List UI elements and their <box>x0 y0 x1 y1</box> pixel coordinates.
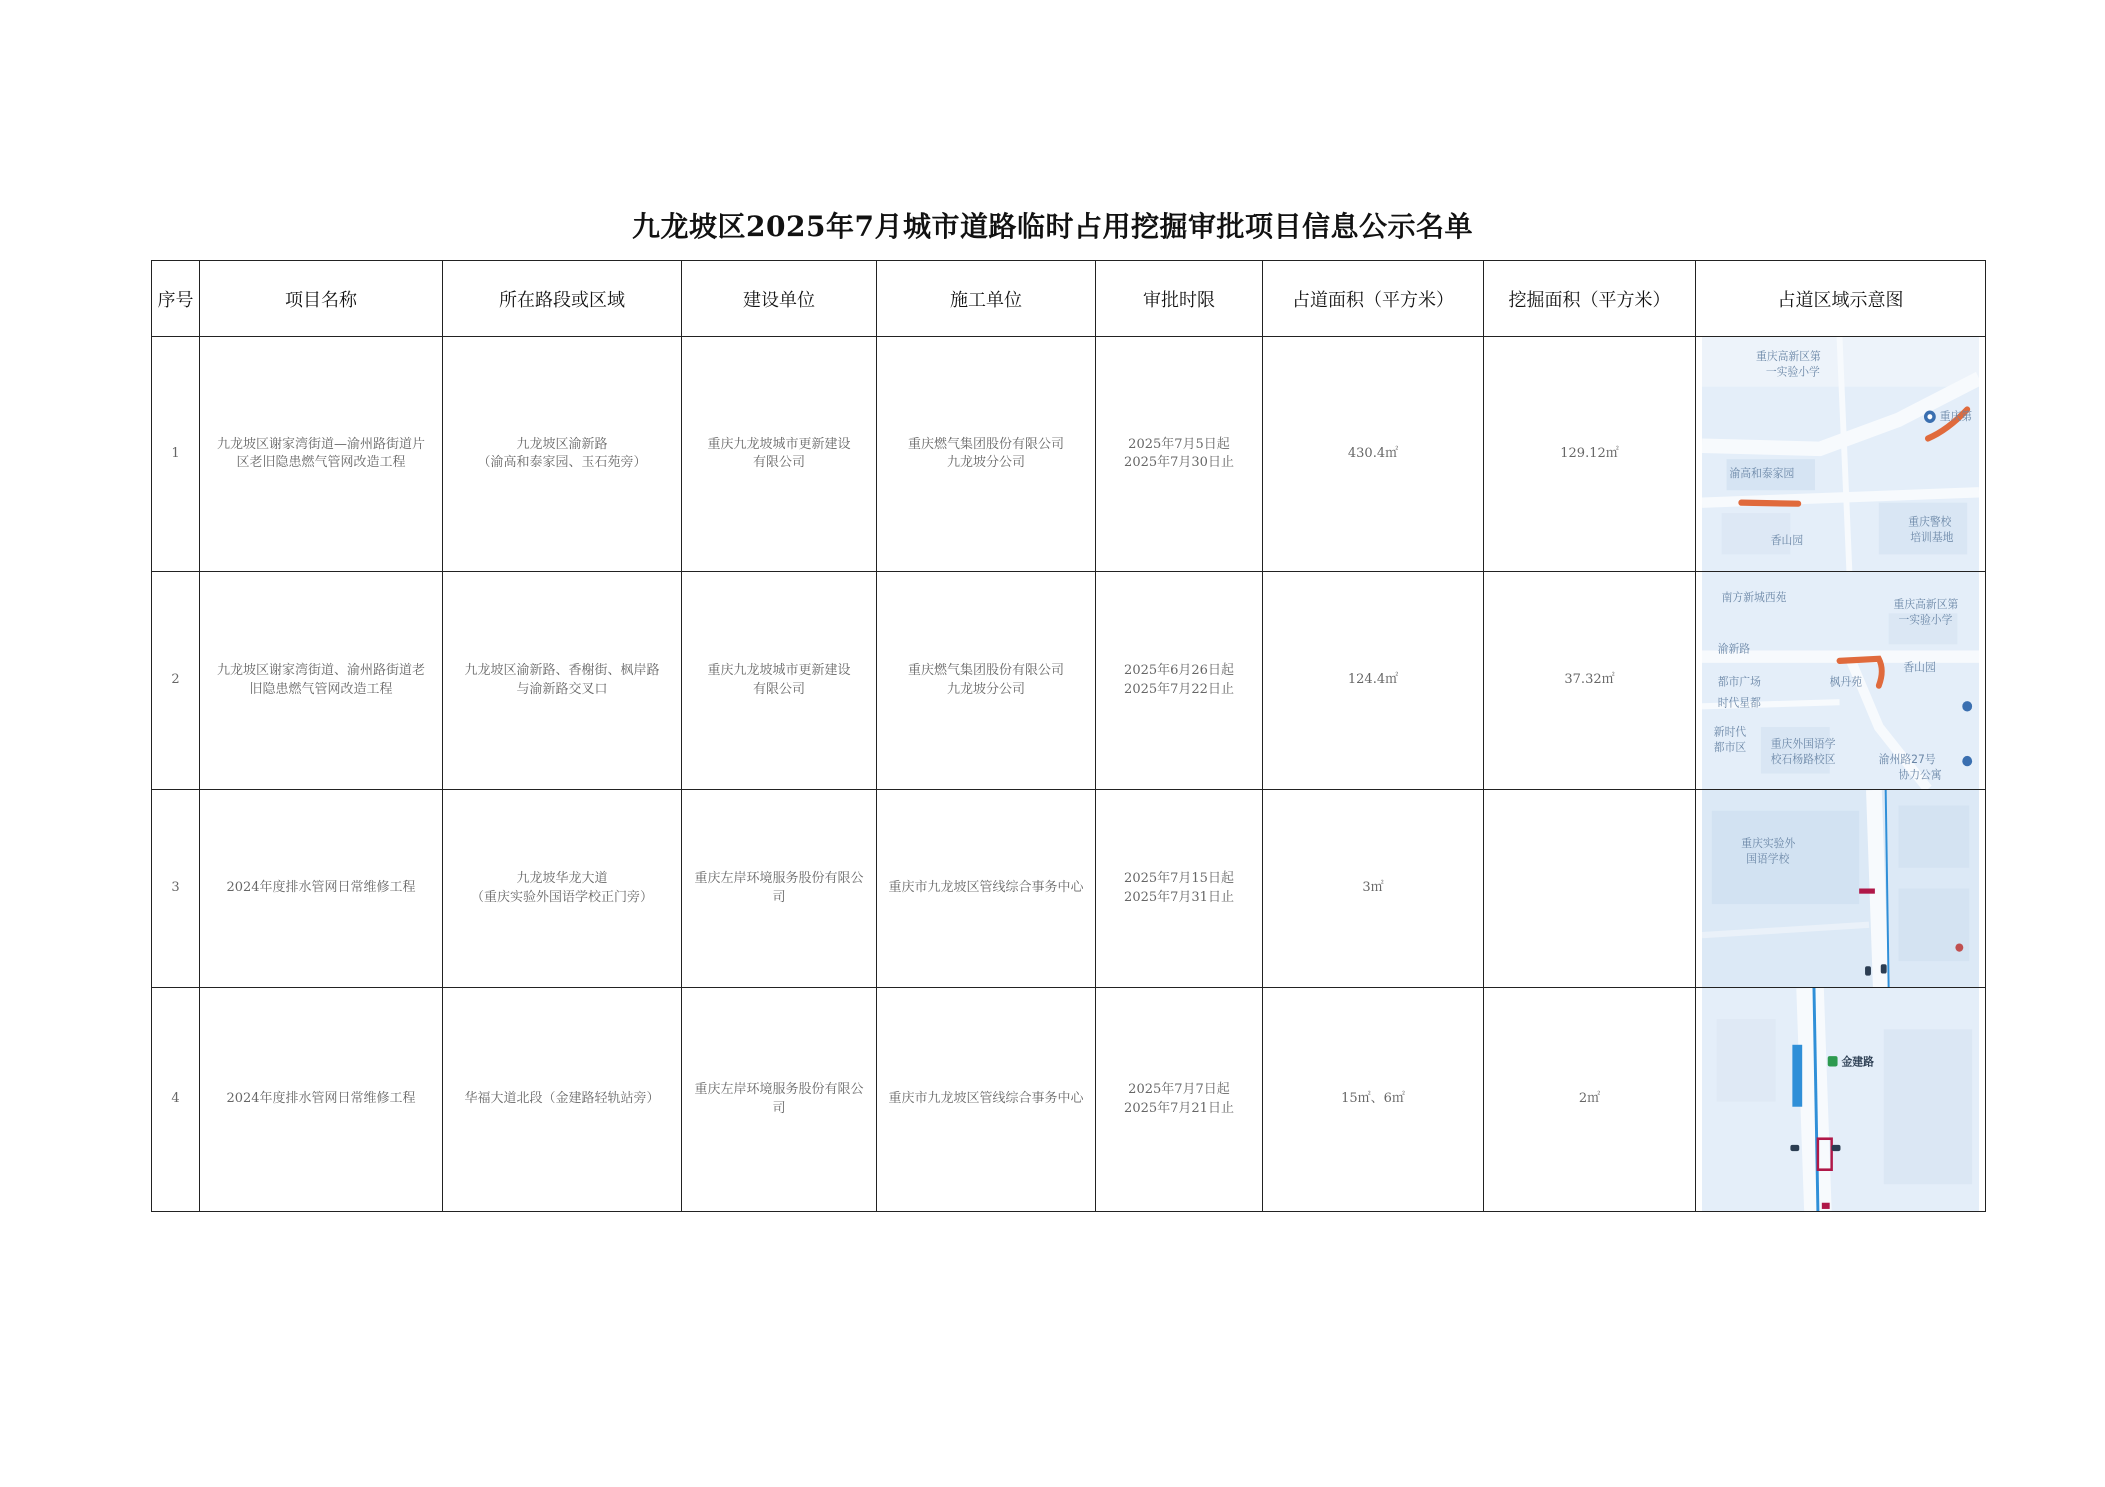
row-dig-area: 2㎡ <box>1484 988 1696 1212</box>
row-builder: 重庆左岸环境服务股份有限公 司 <box>682 790 877 988</box>
row-dig-area: 37.32㎡ <box>1484 572 1696 790</box>
row-location: 九龙坡华龙大道 （重庆实验外国语学校正门旁） <box>443 790 682 988</box>
map-label: 时代星都 <box>1717 696 1761 710</box>
row-location: 九龙坡区渝新路、香榭街、枫岸路 与渝新路交叉口 <box>443 572 682 790</box>
map-label: 都市区 <box>1713 740 1747 754</box>
header-contractor: 施工单位 <box>877 261 1096 337</box>
row-project: 九龙坡区谢家湾街道、渝州路街道老 旧隐患燃气管网改造工程 <box>200 572 443 790</box>
row-builder: 重庆九龙坡城市更新建设 有限公司 <box>682 572 877 790</box>
table-header-row <box>152 261 1986 337</box>
row-period: 2025年7月15日起 2025年7月31日止 <box>1096 790 1263 988</box>
row-dig-area <box>1484 790 1696 988</box>
row-no: 3 <box>152 790 200 988</box>
row-no: 2 <box>152 572 200 790</box>
row-map <box>1696 337 1986 572</box>
row-contractor: 重庆燃气集团股份有限公司 九龙坡分公司 <box>877 337 1096 572</box>
map-thumbnail <box>1702 988 1979 1211</box>
row-occupy-area: 124.4㎡ <box>1263 572 1484 790</box>
map-label: 渝新路 <box>1717 642 1751 656</box>
map-label: 重庆警校 <box>1908 515 1952 529</box>
row-map <box>1696 988 1986 1212</box>
row-project: 2024年度排水管网日常维修工程 <box>200 790 443 988</box>
map-label: 重庆第 <box>1939 409 1973 423</box>
map-label: 香山园 <box>1903 660 1936 675</box>
page-title: 九龙坡区2025年7月城市道路临时占用挖掘审批项目信息公示名单 <box>632 210 1473 243</box>
header-location: 所在路段或区域 <box>443 261 682 337</box>
location-pin-icon <box>1955 943 1963 951</box>
row-contractor: 重庆市九龙坡区管线综合事务中心 <box>877 988 1096 1212</box>
row-period: 2025年7月7日起 2025年7月21日止 <box>1096 988 1263 1212</box>
row-location: 华福大道北段（金建路轻轨站旁） <box>443 988 682 1212</box>
map-label: 枫丹苑 <box>1829 675 1863 689</box>
header-builder: 建设单位 <box>682 261 877 337</box>
row-contractor: 重庆市九龙坡区管线综合事务中心 <box>877 790 1096 988</box>
row-builder: 重庆九龙坡城市更新建设 有限公司 <box>682 337 877 572</box>
map-label: 重庆高新区第 <box>1756 349 1821 363</box>
header-occupy-area: 占道面积（平方米） <box>1263 261 1484 337</box>
map-label: 重庆高新区第 <box>1893 597 1959 612</box>
row-builder: 重庆左岸环境服务股份有限公 司 <box>682 988 877 1212</box>
row-no: 4 <box>152 988 200 1212</box>
row-occupy-area: 15㎡、6㎡ <box>1263 988 1484 1212</box>
table-row <box>152 572 1986 790</box>
header-dig-area: 挖掘面积（平方米） <box>1484 261 1696 337</box>
metro-icon <box>1828 1056 1838 1066</box>
map-label: 一实验小学 <box>1898 613 1953 627</box>
map-label: 南方新城西苑 <box>1721 590 1787 605</box>
project-table <box>151 260 1986 1212</box>
row-occupy-area: 3㎡ <box>1263 790 1484 988</box>
map-label: 一实验小学 <box>1765 365 1820 379</box>
row-period: 2025年6月26日起 2025年7月22日止 <box>1096 572 1263 790</box>
map-label: 渝高和泰家园 <box>1729 466 1795 480</box>
map-label: 协力公寓 <box>1898 768 1942 782</box>
map-thumbnail <box>1702 337 1979 571</box>
row-project: 2024年度排水管网日常维修工程 <box>200 988 443 1212</box>
table-row <box>152 988 1986 1212</box>
location-pin-icon <box>1924 411 1936 423</box>
header-map: 占道区域示意图 <box>1696 261 1986 337</box>
map-label: 香山园 <box>1770 533 1804 548</box>
map-thumbnail <box>1702 790 1979 987</box>
map-label: 新时代 <box>1713 725 1747 739</box>
table-row <box>152 790 1986 988</box>
map-label: 渝州路27号 <box>1878 752 1936 767</box>
row-dig-area: 129.12㎡ <box>1484 337 1696 572</box>
map-label: 重庆外国语学 <box>1770 737 1836 751</box>
header-period: 审批时限 <box>1096 261 1263 337</box>
row-project: 九龙坡区谢家湾街道—渝州路街道片 区老旧隐患燃气管网改造工程 <box>200 337 443 572</box>
row-contractor: 重庆燃气集团股份有限公司 九龙坡分公司 <box>877 572 1096 790</box>
row-occupy-area: 430.4㎡ <box>1263 337 1484 572</box>
map-label: 国语学校 <box>1746 852 1790 866</box>
row-map <box>1696 572 1986 790</box>
header-project: 项目名称 <box>200 261 443 337</box>
table-row <box>152 337 1986 572</box>
map-thumbnail <box>1702 572 1979 789</box>
header-no: 序号 <box>152 261 200 337</box>
row-map <box>1696 790 1986 988</box>
map-label: 校石杨路校区 <box>1770 752 1836 767</box>
map-label: 培训基地 <box>1910 530 1954 545</box>
map-label: 都市广场 <box>1717 675 1761 689</box>
map-label: 重庆实验外 <box>1741 836 1796 851</box>
map-label: 金建路 <box>1841 1055 1874 1069</box>
row-period: 2025年7月5日起 2025年7月30日止 <box>1096 337 1263 572</box>
row-location: 九龙坡区渝新路 （渝高和泰家园、玉石苑旁） <box>443 337 682 572</box>
row-no: 1 <box>152 337 200 572</box>
